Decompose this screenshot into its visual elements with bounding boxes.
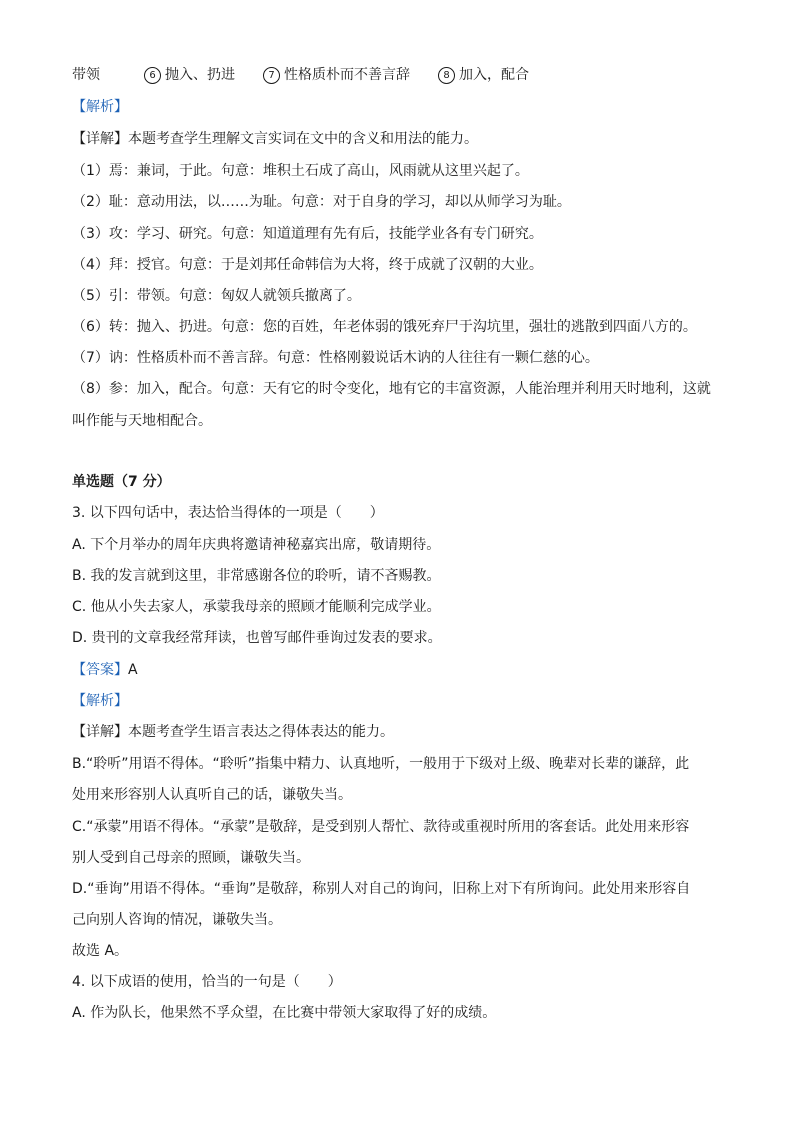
q3-explain-line: D.“垂询”用语不得体。“垂询”是敬辞，称别人对自己的询问，旧称上对下有所询问。此处用来形容自 xyxy=(72,881,691,897)
q3-answer: A xyxy=(128,662,138,678)
q2-item: （8）参：加入，配合。句意：天有它的时令变化，地有它的丰富资源，人能治理并利用天时地利，这就 xyxy=(72,381,711,397)
q2-item: （6）转：抛入、扔进。句意：您的百姓，年老体弱的饿死弃尸于沟坑里，强壮的逃散到四面八方的。 xyxy=(72,319,697,335)
q2-detail-text: 本题考查学生理解文言实词在文中的含义和用法的能力。 xyxy=(128,131,478,147)
q3-explain-line: 己向别人咨询的情况，谦敬失当。 xyxy=(72,912,282,928)
answer-8: 加入，配合 xyxy=(459,67,529,83)
q3-option-c: C. 他从小失去家人，承蒙我母亲的照顾才能顺利完成学业。 xyxy=(72,599,441,615)
q3-explain-line: 处用来形容别人认真听自己的话，谦敬失当。 xyxy=(72,787,352,803)
q2-item: （2）耻：意动用法，以……为耻。句意：对于自身的学习，却以从师学习为耻。 xyxy=(72,194,571,210)
section-title: 单选题（7 分） xyxy=(72,474,171,490)
answer-6: 抛入、扔进 xyxy=(165,67,235,83)
q3-option-d: D. 贵刊的文章我经常拜读，也曾写邮件垂询过发表的要求。 xyxy=(72,630,442,646)
answer-7: 性格质朴而不善言辞 xyxy=(284,67,410,83)
q4-stem: 4. 以下成语的使用，恰当的一句是（ ） xyxy=(72,974,342,990)
circled-number-6: 6 xyxy=(144,67,161,84)
q3-option-b: B. 我的发言就到这里，非常感谢各位的聆听，请不吝赐教。 xyxy=(72,568,441,584)
q3-detail-line xyxy=(72,722,394,742)
q2-analysis-tag: 【解析】 xyxy=(72,99,128,115)
answer-5: 带领 xyxy=(72,67,100,83)
answer-line-5-8 xyxy=(72,65,529,85)
circled-number-8: 8 xyxy=(438,67,455,84)
q3-detail-tag: 【详解】 xyxy=(72,724,128,740)
q3-explain-line: 别人受到自己母亲的照顾，谦敬失当。 xyxy=(72,850,310,866)
q2-item: （3）攻：学习、研究。句意：知道道理有先有后，技能学业各有专门研究。 xyxy=(72,226,543,242)
q3-answer-line xyxy=(72,660,138,680)
q3-explain-line: B.“聆听”用语不得体。“聆听”指集中精力、认真地听，一般用于下级对上级、晚辈对长辈的谦辞，此 xyxy=(72,756,690,772)
q3-stem: 3. 以下四句话中，表达恰当得体的一项是（ ） xyxy=(72,505,384,521)
q3-conclusion: 故选 A。 xyxy=(72,943,129,959)
q2-detail-tag: 【详解】 xyxy=(72,131,128,147)
q2-item: （5）引：带领。句意：匈奴人就领兵撤离了。 xyxy=(72,288,361,304)
q2-item: （1）焉：兼词，于此。句意：堆积土石成了高山，风雨就从这里兴起了。 xyxy=(72,163,529,179)
q3-detail-text: 本题考查学生语言表达之得体表达的能力。 xyxy=(128,724,394,740)
q4-option-a: A. 作为队长，他果然不孚众望，在比赛中带领大家取得了好的成绩。 xyxy=(72,1005,497,1021)
circled-number-7: 7 xyxy=(263,67,280,84)
q2-item: 叫作能与天地相配合。 xyxy=(72,413,212,429)
q3-analysis-tag: 【解析】 xyxy=(72,693,128,709)
q3-answer-tag: 【答案】 xyxy=(72,662,128,678)
q2-item: （7）讷：性格质朴而不善言辞。句意：性格刚毅说话木讷的人往往有一颗仁慈的心。 xyxy=(72,350,599,366)
q3-option-a: A. 下个月举办的周年庆典将邀请神秘嘉宾出席，敬请期待。 xyxy=(72,537,441,553)
q2-item: （4）拜：授官。句意：于是刘邦任命韩信为大将，终于成就了汉朝的大业。 xyxy=(72,257,543,273)
q3-explain-line: C.“承蒙”用语不得体。“承蒙”是敬辞，是受到别人帮忙、款待或重视时所用的客套话。此处用来形容 xyxy=(72,819,690,835)
q2-detail-line xyxy=(72,129,478,149)
